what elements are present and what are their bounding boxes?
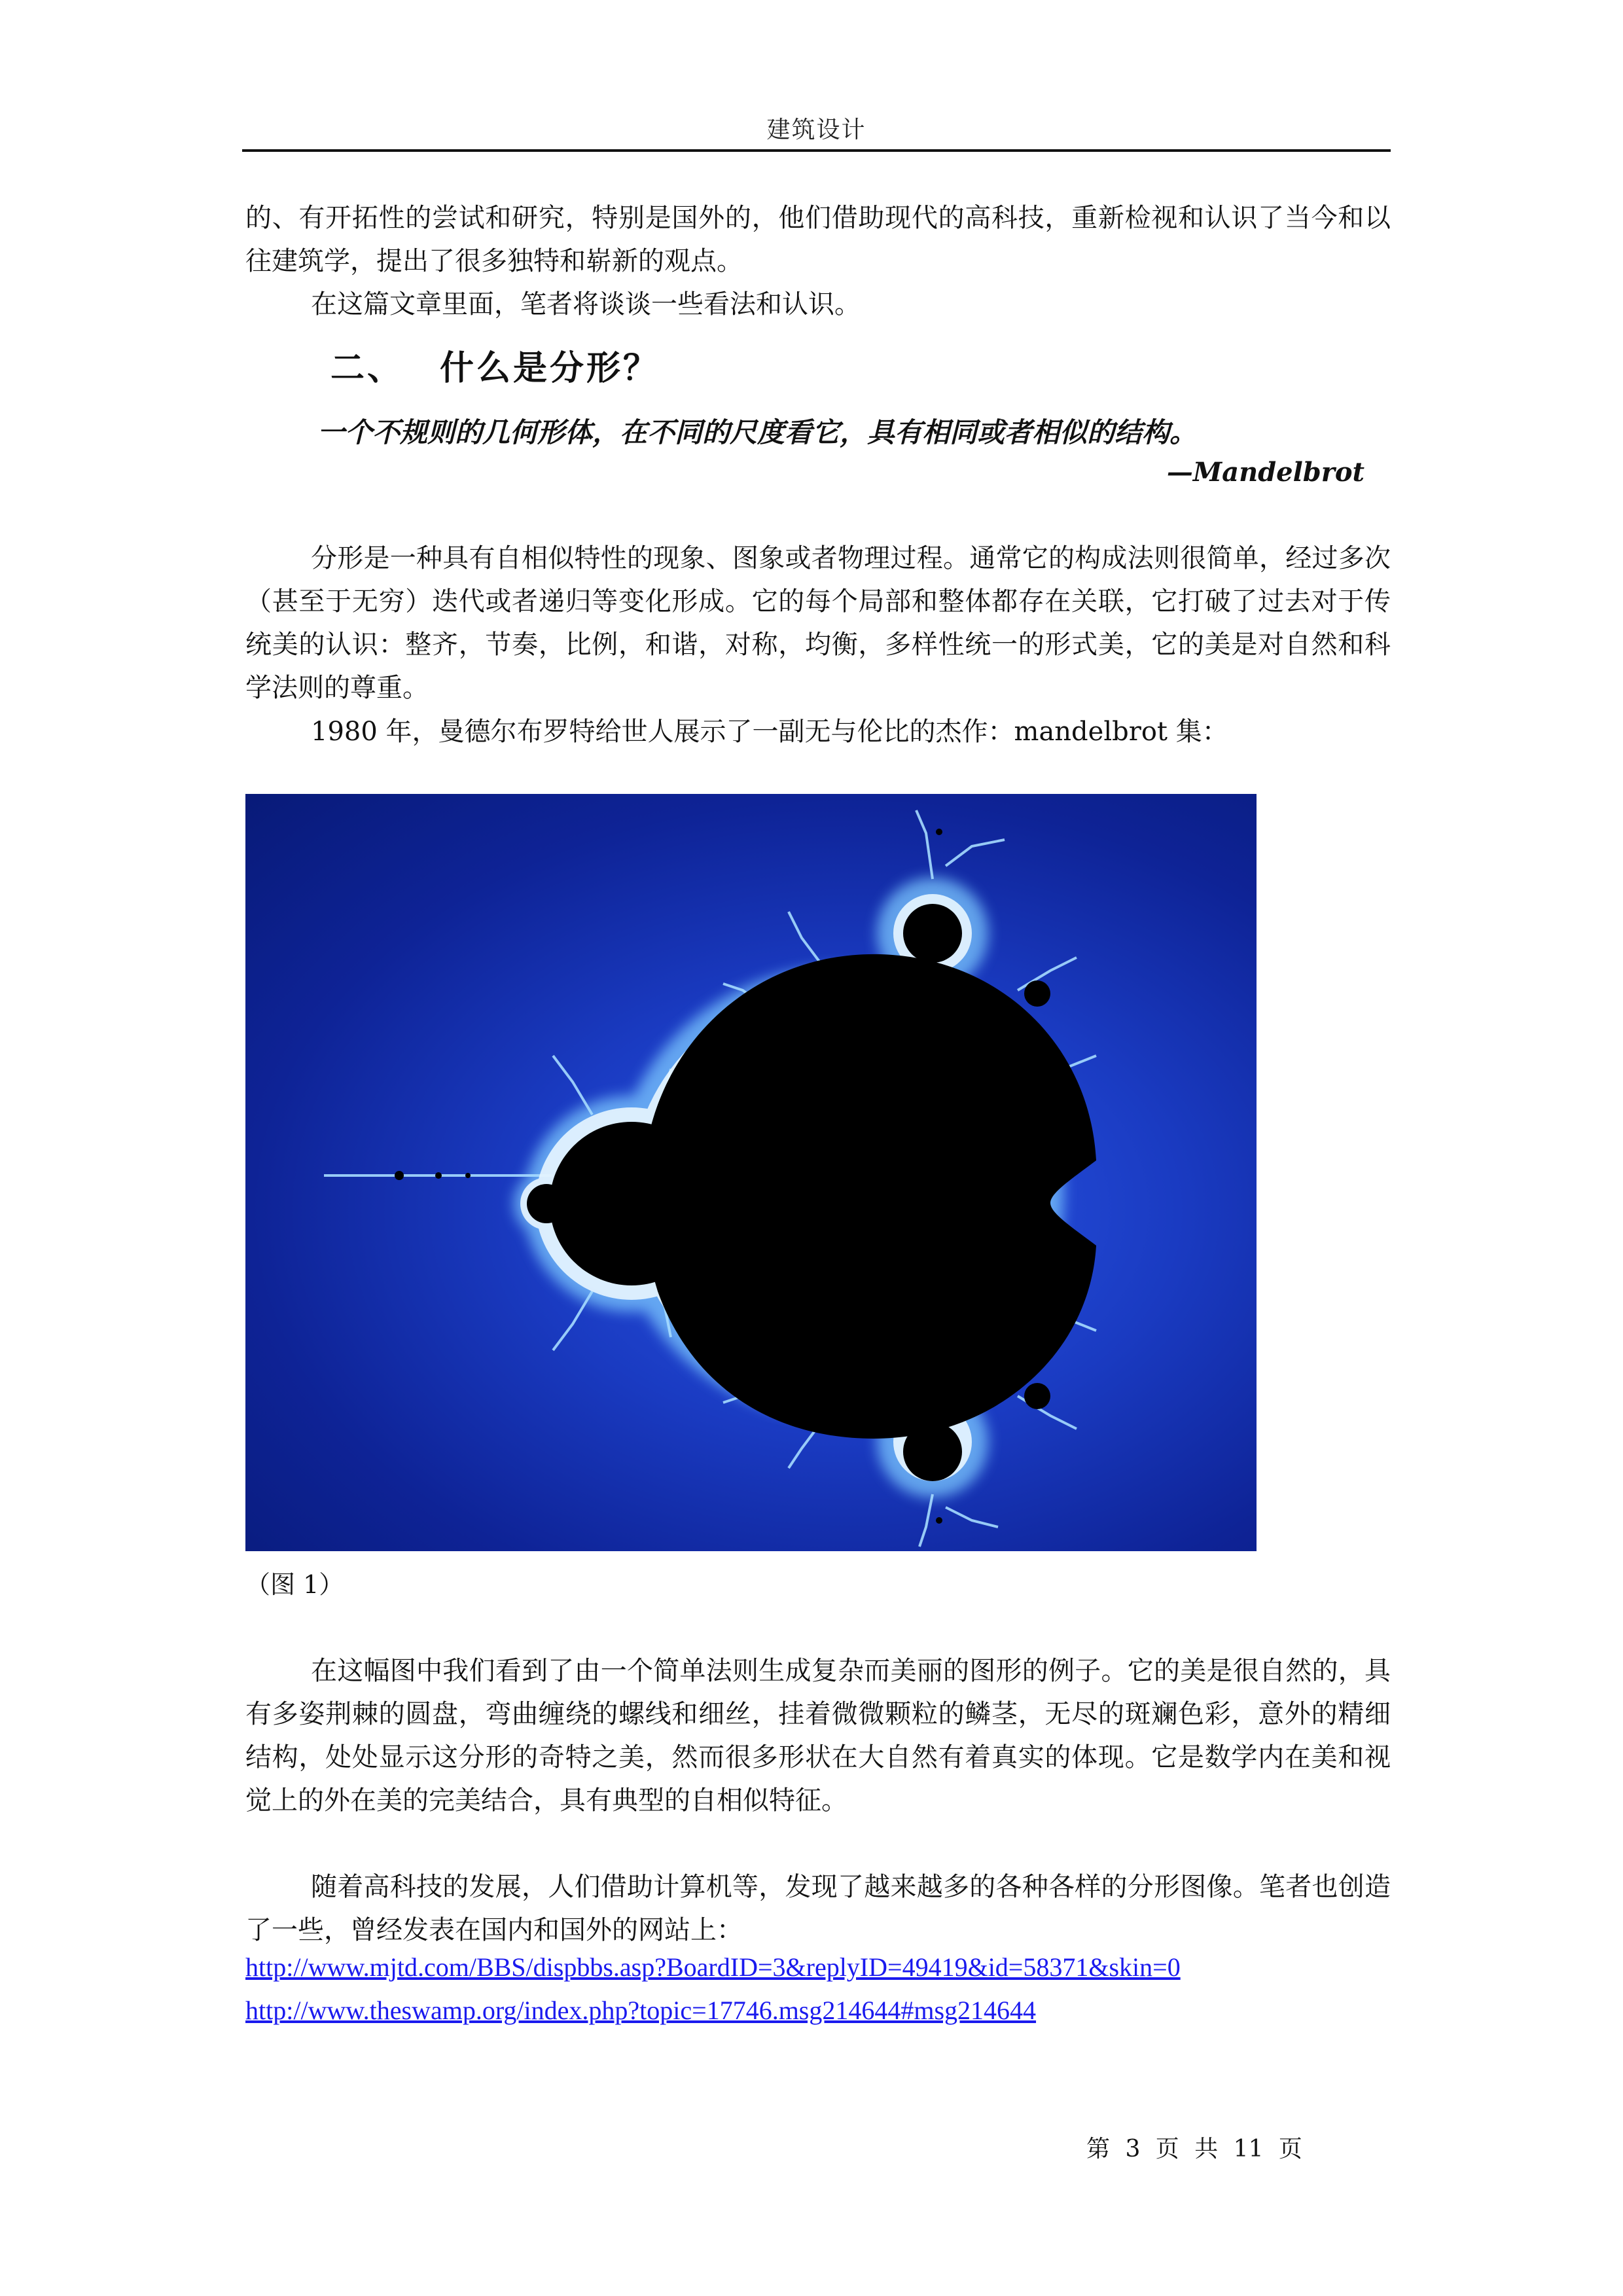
page-number-footer: 第 3 页 共 11 页	[1086, 2136, 1302, 2162]
definition-quote: 一个不规则的几何形体，在不同的尺度看它，具有相同或者相似的结构。	[317, 416, 1198, 448]
paragraph-mandelbrot-intro: 1980 年，曼德尔布罗特给世人展示了一副无与伦比的杰作：mandelbrot 集：	[311, 717, 1228, 747]
paragraph-figure-description: 在这幅图中我们看到了由一个简单法则生成复杂而美丽的图形的例子。它的美是很自然的，具有多姿荆棘的圆盘，弯曲缠绕的螺线和细丝，挂着微微颗粒的鳞茎，无尽的斑斓色彩，意外的精细结构，处处显示这分形的奇特之美，然而很多形状在大自然有着真实的体现。它是数学内在美和视觉上的外在美的完美结合，具有典型的自相似特征。	[245, 1656, 1391, 1816]
mandelbrot-set-image	[245, 794, 1257, 1551]
header-rule	[242, 149, 1391, 152]
paragraph-intro-continued: 的、有开拓性的尝试和研究，特别是国外的，他们借助现代的高科技，重新检视和认识了当今和以往建筑学，提出了很多独特和崭新的观点。	[245, 203, 1391, 276]
paragraph-intro-note: 在这篇文章里面，笔者将谈谈一些看法和认识。	[311, 289, 861, 319]
section-heading	[330, 340, 660, 389]
paragraph-definition: 分形是一种具有自相似特性的现象、图象或者物理过程。通常它的构成法则很简单，经过多次（甚至于无穷）迭代或者递归等变化形成。它的每个局部和整体都存在关联，它打破了过去对于传统美的认识：整齐，节奏，比例，和谐，对称，均衡，多样性统一的形式美，它的美是对自然和科学法则的尊重。	[245, 543, 1391, 703]
running-header: 建筑设计	[766, 117, 866, 143]
link-mjtd-forum[interactable]: http://www.mjtd.com/BBS/dispbbs.asp?BoardID=3&replyID=49419&id=58371&skin=0	[245, 1952, 1181, 1982]
section-title: 什么是分形？	[440, 349, 660, 388]
section-number: 二、	[330, 349, 404, 388]
quote-author: —Mandelbrot	[1166, 457, 1364, 488]
paragraph-fractal-development: 随着高科技的发展，人们借助计算机等，发现了越来越多的各种各样的分形图像。笔者也创造了一些，曾经发表在国内和国外的网站上：	[245, 1872, 1391, 1945]
link-theswamp-forum[interactable]: http://www.theswamp.org/index.php?topic=17746.msg214644#msg214644	[245, 1996, 1037, 2025]
figure-caption: （图 1）	[245, 1570, 344, 1599]
